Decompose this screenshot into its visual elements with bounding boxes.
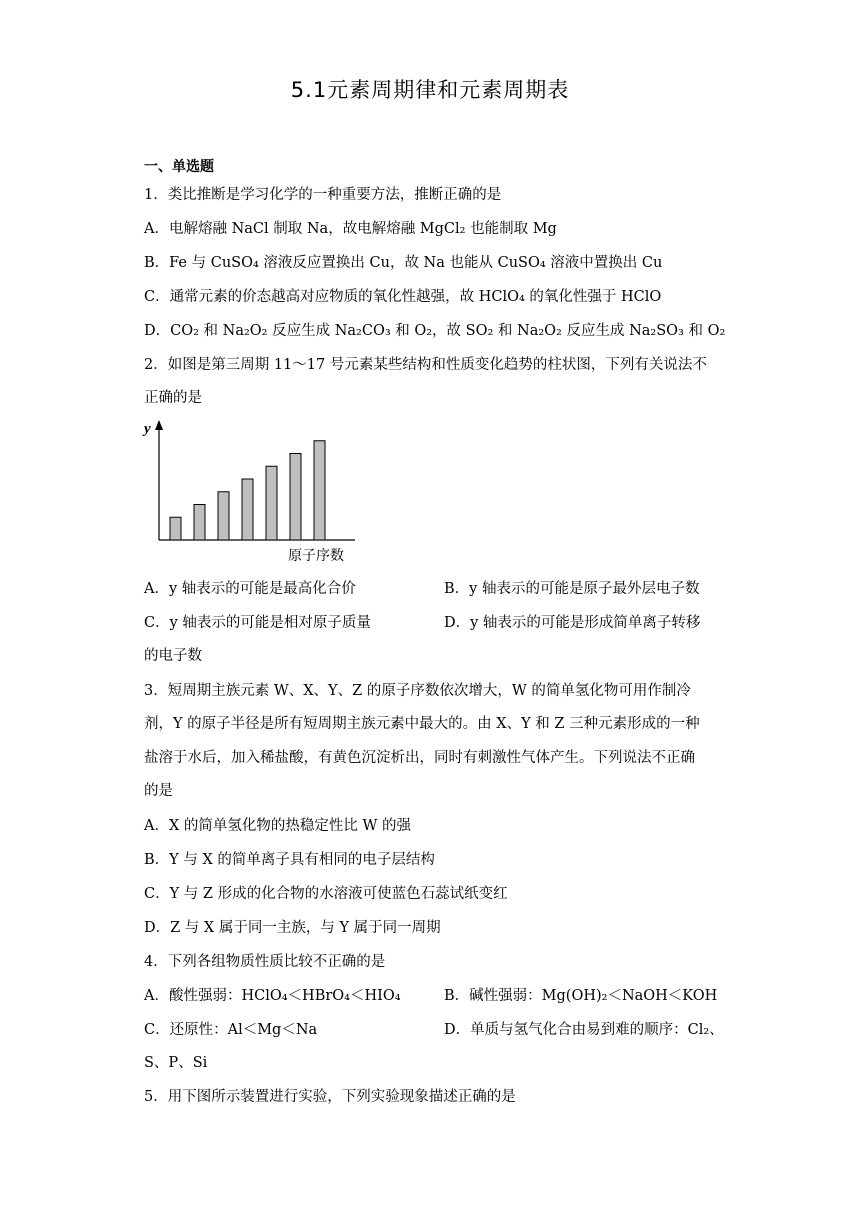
q2-option-a: A．y 轴表示的可能是最高化合价 — [144, 581, 356, 597]
q3-stem-line2: 剂，Y 的原子半径是所有短周期主族元素中最大的。由 X、Y 和 Z 三种元素形成的一种 — [144, 716, 700, 732]
q4-option-a: A．酸性强弱：HClO₄＜HBrO₄＜HIO₄ — [144, 988, 401, 1004]
q3-stem-line4: 的是 — [144, 783, 173, 799]
chart-y-label: y — [144, 421, 151, 437]
bar-chart — [140, 418, 370, 568]
q4-option-d: D．单质与氢气化合由易到难的顺序：Cl₂、 — [444, 1022, 724, 1038]
q3-stem-line1: 3．短周期主族元素 W、X、Y、Z 的原子序数依次增大，W 的简单氢化物可用作制冷 — [144, 683, 691, 699]
bar-11 — [170, 517, 181, 540]
q1-option-b: B．Fe 与 CuSO₄ 溶液反应置换出 Cu，故 Na 也能从 CuSO₄ 溶液中置换出 Cu — [144, 255, 663, 271]
q3-option-a: A．X 的简单氢化物的热稳定性比 W 的强 — [144, 818, 412, 834]
q2-option-c: C．y 轴表示的可能是相对原子质量 — [144, 615, 371, 631]
q4-option-b: B．碱性强弱：Mg(OH)₂＜NaOH＜KOH — [444, 988, 718, 1004]
q2-option-d-cont: 的电子数 — [144, 648, 202, 664]
y-axis-arrow — [155, 420, 163, 430]
bar-12 — [194, 505, 205, 541]
q5-stem: 5．用下图所示装置进行实验，下列实验现象描述正确的是 — [144, 1089, 516, 1105]
bar-15 — [266, 466, 277, 540]
q2-stem-line1: 2．如图是第三周期 11～17 号元素某些结构和性质变化趋势的柱状图，下列有关说法不 — [144, 357, 707, 373]
q3-stem-line3: 盐溶于水后，加入稀盐酸，有黄色沉淀析出，同时有刺激性气体产生。下列说法不正确 — [144, 750, 695, 766]
bar-14 — [242, 479, 253, 540]
q2-stem-line2: 正确的是 — [144, 390, 202, 406]
q1-stem: 1．类比推断是学习化学的一种重要方法，推断正确的是 — [144, 187, 502, 203]
q1-option-d: D．CO₂ 和 Na₂O₂ 反应生成 Na₂CO₃ 和 O₂，故 SO₂ 和 Na₂O₂ 反应生成 Na₂SO₃ 和 O₂ — [144, 323, 726, 339]
chart-x-label: 原子序数 — [288, 548, 344, 564]
q1-option-c: C．通常元素的价态越高对应物质的氧化性越强，故 HClO₄ 的氧化性强于 HClO — [144, 289, 662, 305]
q4-option-d-cont: S、P、Si — [144, 1055, 208, 1071]
section-heading: 一、单选题 — [144, 159, 214, 175]
q4-stem: 4．下列各组物质性质比较不正确的是 — [144, 954, 386, 970]
q2-option-b: B．y 轴表示的可能是原子最外层电子数 — [444, 581, 700, 597]
q3-option-b: B．Y 与 X 的简单离子具有相同的电子层结构 — [144, 852, 435, 868]
q2-option-d: D．y 轴表示的可能是形成简单离子转移 — [444, 615, 701, 631]
q4-option-c: C．还原性：Al＜Mg＜Na — [144, 1022, 318, 1038]
bar-17 — [314, 441, 325, 540]
page-title: 5.1元素周期律和元素周期表 — [290, 78, 570, 102]
bar-13 — [218, 492, 229, 540]
bar-16 — [290, 454, 301, 541]
q3-option-c: C．Y 与 Z 形成的化合物的水溶液可使蓝色石蕊试纸变红 — [144, 886, 508, 902]
q1-option-a: A．电解熔融 NaCl 制取 Na，故电解熔融 MgCl₂ 也能制取 Mg — [144, 221, 557, 237]
q3-option-d: D．Z 与 X 属于同一主族，与 Y 属于同一周期 — [144, 920, 441, 936]
